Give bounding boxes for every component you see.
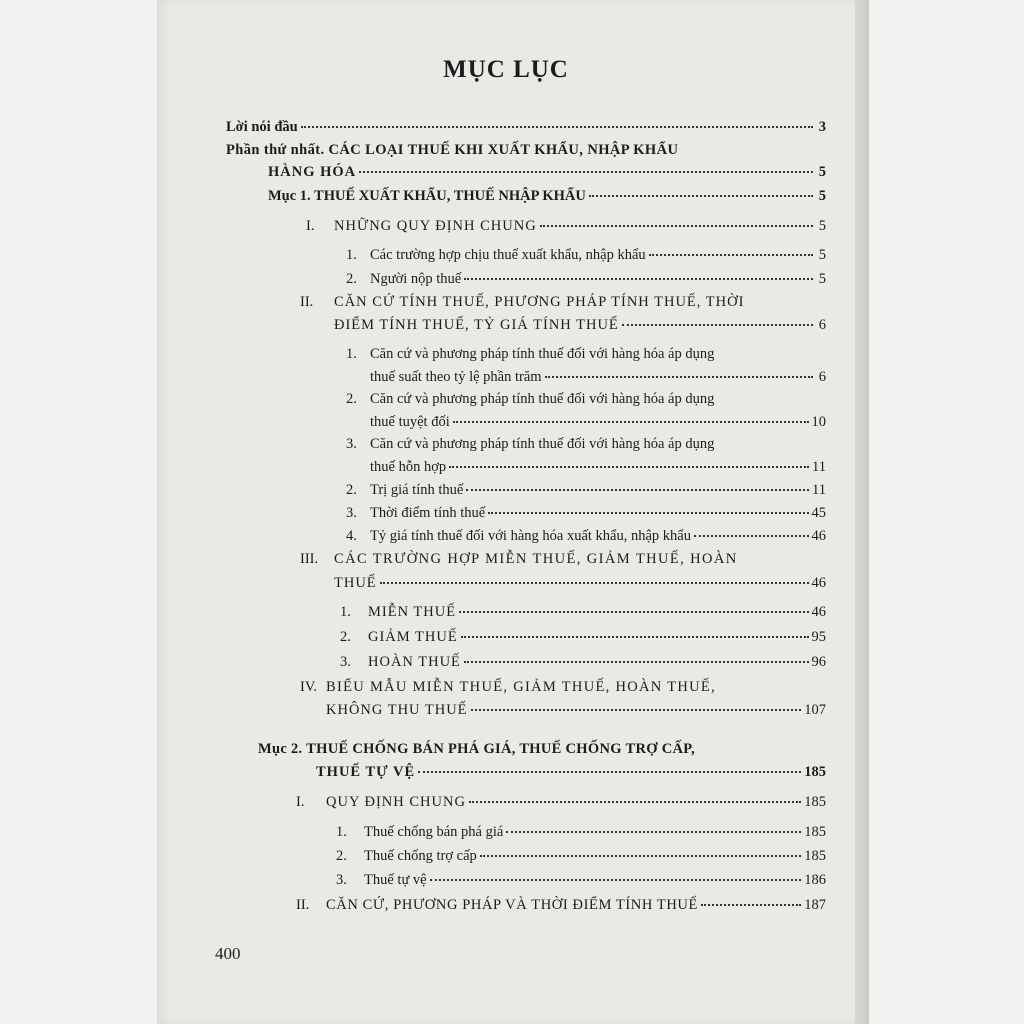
leader-dots xyxy=(359,171,813,173)
toc-entry-1-IV-line-1[interactable]: IV. BIỂU MẪU MIỄN THUẾ, GIẢM THUẾ, HOÀN THUẾ, xyxy=(300,679,716,695)
toc-section-muc-2-line-1[interactable]: Mục 2. THUẾ CHỐNG BÁN PHÁ GIÁ, THUẾ CHỐNG TRỢ CẤP, xyxy=(258,741,696,757)
leader-dots xyxy=(540,225,813,227)
toc-entry-1-III-3[interactable]: 3. HOÀN THUẾ 96 xyxy=(340,654,826,670)
leader-dots xyxy=(301,126,813,128)
leader-dots xyxy=(418,771,801,773)
toc-entry-1-II-2-line-1[interactable]: 2. Căn cứ và phương pháp tính thuế đối với hàng hóa áp dụng xyxy=(346,391,715,407)
page-number: 400 xyxy=(215,944,241,963)
toc-part-1-line-1[interactable]: Phần thứ nhất. CÁC LOẠI THUẾ KHI XUẤT KHẨU, NHẬP KHẨU xyxy=(226,142,679,158)
toc-entry-1-I-2[interactable]: 2. Người nộp thuế 5 xyxy=(346,271,826,287)
toc-entry-1-III-line-2[interactable]: THUẾ 46 xyxy=(334,575,826,591)
leader-dots xyxy=(380,582,809,584)
leader-dots xyxy=(461,636,809,638)
toc-part-1-line-2[interactable]: HÀNG HÓA 5 xyxy=(268,164,826,180)
toc-entry-1-IV-line-2[interactable]: KHÔNG THU THUẾ 107 xyxy=(326,702,826,718)
toc-entry-loi-noi-dau[interactable]: Lời nói đầu 3 xyxy=(226,119,826,135)
toc-entry-1-II-line-2[interactable]: ĐIỂM TÍNH THUẾ, TỶ GIÁ TÍNH THUẾ 6 xyxy=(334,317,826,333)
leader-dots xyxy=(701,904,801,906)
leader-dots xyxy=(545,376,813,378)
toc-entry-1-I-1[interactable]: 1. Các trường hợp chịu thuế xuất khẩu, nhập khẩu 5 xyxy=(346,247,826,263)
toc-entry-1-III-2[interactable]: 2. GIẢM THUẾ 95 xyxy=(340,629,826,645)
leader-dots xyxy=(694,535,809,537)
toc-section-muc-2-line-2[interactable]: THUẾ TỰ VỆ 185 xyxy=(316,764,826,780)
toc-entry-2-II[interactable]: II. CĂN CỨ, PHƯƠNG PHÁP VÀ THỜI ĐIỂM TÍNH THUẾ 187 xyxy=(296,897,826,913)
toc-entry-1-II-1-line-2[interactable]: thuế suất theo tỷ lệ phần trăm 6 xyxy=(370,369,826,385)
leader-dots xyxy=(649,254,813,256)
page-edge xyxy=(855,0,869,1024)
toc-entry-1-II-2-line-2[interactable]: thuế tuyệt đối 10 xyxy=(370,414,826,430)
toc-entry-1-III-line-1[interactable]: III. CÁC TRƯỜNG HỢP MIỄN THUẾ, GIẢM THUẾ, HOÀN xyxy=(300,551,738,567)
toc-entry-2-I-1[interactable]: 1. Thuế chống bán phá giá 185 xyxy=(336,824,826,840)
toc-entry-1-II-line-1[interactable]: II. CĂN CỨ TÍNH THUẾ, PHƯƠNG PHÁP TÍNH THUẾ, THỜI xyxy=(300,294,745,310)
leader-dots xyxy=(464,278,813,280)
toc-entry-2-I-3[interactable]: 3. Thuế tự vệ 186 xyxy=(336,872,826,888)
page-title: MỤC LỤC xyxy=(443,56,569,83)
leader-dots xyxy=(480,855,801,857)
toc-entry-2-I-2[interactable]: 2. Thuế chống trợ cấp 185 xyxy=(336,848,826,864)
toc-entry-1-II-3-line-1[interactable]: 3. Căn cứ và phương pháp tính thuế đối với hàng hóa áp dụng xyxy=(346,436,715,452)
toc-section-muc-1[interactable]: Mục 1. THUẾ XUẤT KHẨU, THUẾ NHẬP KHẨU 5 xyxy=(268,188,826,204)
leader-dots xyxy=(459,611,808,613)
toc-entry-1-I[interactable]: I. NHỮNG QUY ĐỊNH CHUNG 5 xyxy=(306,218,826,234)
leader-dots xyxy=(469,801,801,803)
leader-dots xyxy=(464,661,809,663)
leader-dots xyxy=(488,512,808,514)
leader-dots xyxy=(589,195,813,197)
toc-entry-2-I[interactable]: I. QUY ĐỊNH CHUNG 185 xyxy=(296,794,826,810)
toc-entry-1-II-2b[interactable]: 2. Trị giá tính thuế 11 xyxy=(346,482,826,498)
leader-dots xyxy=(449,466,809,468)
leader-dots xyxy=(430,879,802,881)
toc-entry-1-II-3b[interactable]: 3. Thời điểm tính thuế 45 xyxy=(346,505,826,521)
leader-dots xyxy=(471,709,802,711)
leader-dots xyxy=(622,324,813,326)
toc-entry-1-III-1[interactable]: 1. MIỄN THUẾ 46 xyxy=(340,604,826,620)
toc-entry-1-II-4[interactable]: 4. Tỷ giá tính thuế đối với hàng hóa xuất khẩu, nhập khẩu 46 xyxy=(346,528,826,544)
leader-dots xyxy=(506,831,801,833)
leader-dots xyxy=(466,489,809,491)
toc-entry-1-II-1-line-1[interactable]: 1. Căn cứ và phương pháp tính thuế đối với hàng hóa áp dụng xyxy=(346,346,715,362)
toc-entry-1-II-3-line-2[interactable]: thuế hỗn hợp 11 xyxy=(370,459,826,475)
leader-dots xyxy=(453,421,809,423)
